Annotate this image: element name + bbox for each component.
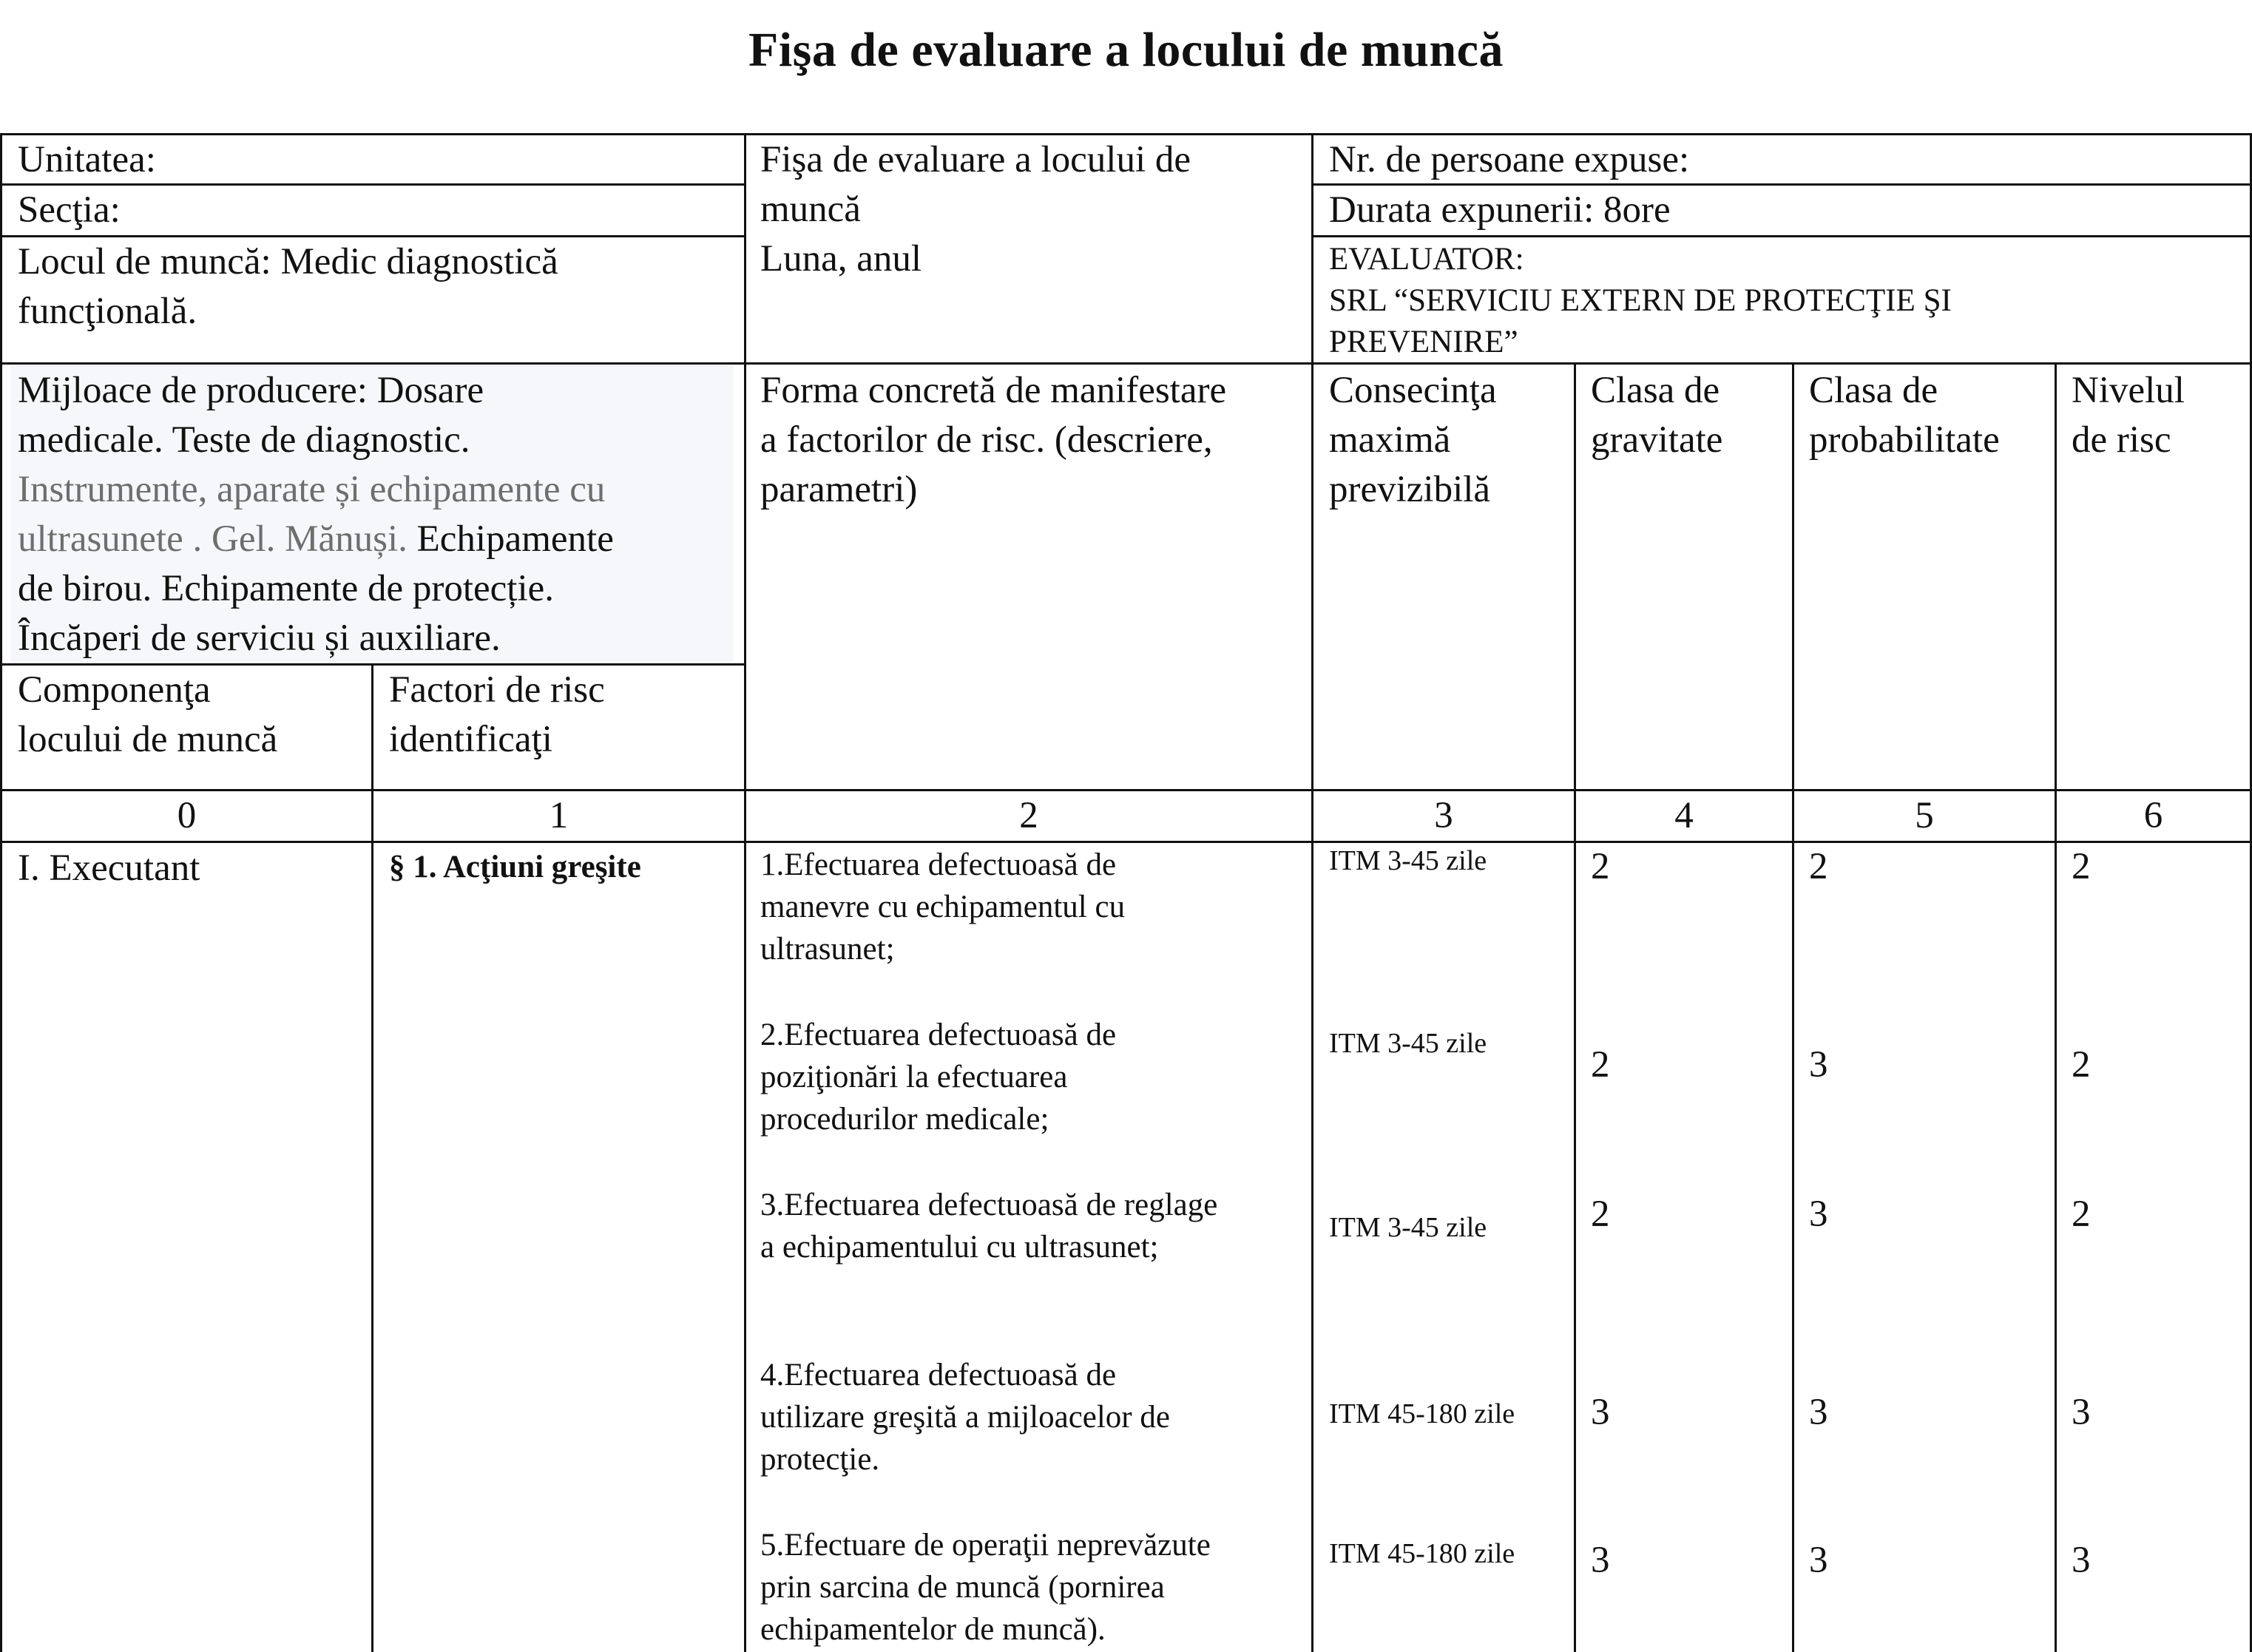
mijloace-text: Încăperi de serviciu și auxiliare. xyxy=(18,617,501,659)
risk-description: 3.Efectuarea defectuoasă de reglage xyxy=(760,1188,1218,1222)
table-line xyxy=(744,133,746,1652)
probabilitate-value: 3 xyxy=(1809,1392,1828,1433)
probabilitate-value: 3 xyxy=(1809,1194,1828,1235)
nivel-value: 3 xyxy=(2072,1392,2091,1433)
forma-header: Forma concretă de manifestare xyxy=(760,370,1227,411)
column-number: 3 xyxy=(1434,795,1453,836)
probabilitate-header-cont: probabilitate xyxy=(1809,419,2000,461)
evaluator-company-cont: PREVENIRE” xyxy=(1329,325,1518,359)
column-number: 1 xyxy=(549,795,569,836)
mijloace-text-rest: Echipamente xyxy=(407,518,614,560)
probabilitate-value: 2 xyxy=(1809,846,1828,887)
table-line xyxy=(0,133,2,1652)
consecinta-value: ITM 45-180 zile xyxy=(1329,1538,1515,1569)
gravitate-value: 3 xyxy=(1591,1392,1610,1433)
evaluator-label: EVALUATOR: xyxy=(1329,242,1524,277)
table-line xyxy=(0,362,2252,365)
unitatea-label: Unitatea: xyxy=(18,139,156,180)
risk-description: utilizare greşită a mijloacelor de xyxy=(760,1400,1170,1435)
mijloace-text: de birou. Echipamente de protecție. xyxy=(18,568,555,609)
gravitate-value: 2 xyxy=(1591,846,1610,887)
fisa-label: Fişa de evaluare a locului de xyxy=(760,139,1191,180)
locul-de-munca-label: Locul de muncă: Medic diagnostică xyxy=(18,241,558,282)
gravitate-value: 2 xyxy=(1591,1044,1610,1086)
risk-description: ultrasunet; xyxy=(760,932,895,967)
consecinta-value: ITM 3-45 zile xyxy=(1329,1028,1487,1059)
risk-description: 4.Efectuarea defectuoasă de xyxy=(760,1358,1117,1392)
risk-description: 5.Efectuare de operaţii neprevăzute xyxy=(760,1528,1211,1563)
table-line xyxy=(2055,362,2057,1652)
risk-description: protecţie. xyxy=(760,1442,880,1477)
risk-description: manevre cu echipamentul cu xyxy=(760,890,1126,924)
componenta-header-cont: locului de muncă xyxy=(18,719,278,760)
nivel-value: 2 xyxy=(2072,1044,2091,1086)
consecinta-value: ITM 3-45 zile xyxy=(1329,1212,1487,1243)
probabilitate-header: Clasa de xyxy=(1809,370,1938,411)
locul-de-munca-label-cont: funcţională. xyxy=(18,291,197,332)
page-title: Fişa de evaluare a locului de muncă xyxy=(748,23,1504,77)
luna-anul-label: Luna, anul xyxy=(760,238,922,280)
table-line xyxy=(1311,133,1313,1652)
factori-header: Factori de risc xyxy=(389,669,605,711)
column-number: 2 xyxy=(1019,795,1038,836)
gravitate-value: 2 xyxy=(1591,1194,1610,1235)
evaluator-company: SRL “SERVICIU EXTERN DE PROTECŢIE ŞI xyxy=(1329,283,1952,318)
table-line xyxy=(1792,362,1794,1652)
column-number: 0 xyxy=(177,795,197,836)
risk-description: procedurilor medicale; xyxy=(760,1102,1049,1137)
risk-description: a echipamentului cu ultrasunet; xyxy=(760,1230,1159,1265)
gravitate-header-cont: gravitate xyxy=(1591,419,1723,461)
risk-description: poziţionări la efectuarea xyxy=(760,1060,1068,1094)
mijloace-text: Mijloace de producere: Dosare xyxy=(18,370,484,411)
nivel-value: 3 xyxy=(2072,1540,2091,1581)
column-number: 6 xyxy=(2143,795,2163,836)
mijloace-text: Instrumente, aparate și echipamente cu xyxy=(18,469,606,510)
risk-description: 2.Efectuarea defectuoasă de xyxy=(760,1018,1117,1052)
probabilitate-value: 3 xyxy=(1809,1044,1828,1086)
component-executant: I. Executant xyxy=(18,847,200,889)
nivel-value: 2 xyxy=(2072,846,2091,887)
sectia-label: Secţia: xyxy=(18,189,121,231)
gravitate-value: 3 xyxy=(1591,1540,1610,1581)
nivel-header-cont: de risc xyxy=(2072,419,2171,461)
factori-header-cont: identificaţi xyxy=(389,719,552,760)
factor-actiuni-gresite: § 1. Acţiuni greşite xyxy=(389,850,641,884)
nivel-header: Nivelul xyxy=(2072,370,2185,411)
forma-header-cont: parametri) xyxy=(760,469,918,510)
durata-expunerii-label: Durata expunerii: 8ore xyxy=(1329,189,1671,231)
probabilitate-value: 3 xyxy=(1809,1540,1828,1581)
table-line xyxy=(1311,235,2252,237)
componenta-header: Componenţa xyxy=(18,669,211,711)
risk-description: echipamentelor de muncă). xyxy=(760,1612,1106,1647)
risk-description: 1.Efectuarea defectuoasă de xyxy=(760,847,1117,882)
consecinta-header-cont: previzibilă xyxy=(1329,469,1491,510)
persoane-expuse-label: Nr. de persoane expuse: xyxy=(1329,139,1690,180)
consecinta-header: Consecinţa xyxy=(1329,370,1497,411)
nivel-value: 2 xyxy=(2072,1194,2091,1235)
column-number: 5 xyxy=(1915,795,1934,836)
consecinta-value: ITM 3-45 zile xyxy=(1329,845,1487,876)
forma-header-cont: a factorilor de risc. (descriere, xyxy=(760,419,1213,461)
table-line xyxy=(0,841,2252,843)
risk-description: prin sarcina de muncă (pornirea xyxy=(760,1570,1165,1605)
gravitate-header: Clasa de xyxy=(1591,370,1720,411)
fisa-label-cont: muncă xyxy=(760,189,861,230)
mijloace-text-grey: ultrasunete . Gel. Mănuși. xyxy=(18,518,408,560)
consecinta-value: ITM 45-180 zile xyxy=(1329,1398,1515,1429)
column-number: 4 xyxy=(1674,795,1694,836)
mijloace-text xyxy=(18,515,614,564)
mijloace-text: medicale. Teste de diagnostic. xyxy=(18,419,470,461)
table-line xyxy=(1574,362,1576,1652)
consecinta-header-cont: maximă xyxy=(1329,419,1451,461)
